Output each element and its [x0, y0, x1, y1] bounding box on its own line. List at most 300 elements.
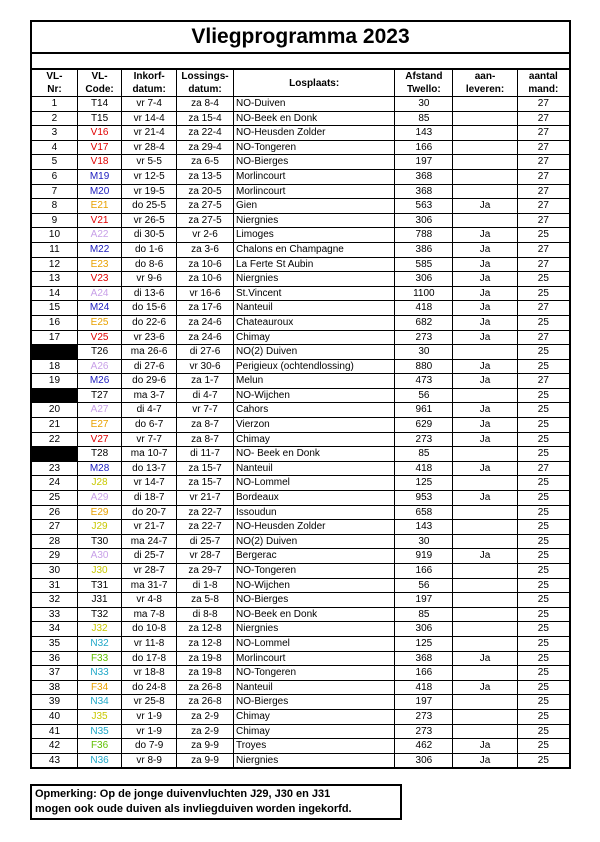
row-baskets: 25 [517, 709, 570, 724]
row-losplaats: Morlincourt [234, 184, 395, 199]
row-code: J30 [77, 564, 121, 579]
table-row [31, 651, 570, 666]
row-aanleveren: Ja [453, 315, 517, 330]
table-row [31, 593, 570, 608]
row-baskets: 27 [517, 155, 570, 170]
row-inkorf-date: di 27-6 [122, 359, 177, 374]
row-aanleveren: Ja [453, 228, 517, 243]
row-lossing-date: vr 28-7 [177, 549, 234, 564]
table-row [31, 169, 570, 184]
row-inkorf-date: di 18-7 [122, 491, 177, 506]
row-code: V27 [77, 432, 121, 447]
row-aanleveren [453, 97, 517, 112]
row-baskets: 25 [517, 753, 570, 768]
row-code: V21 [77, 213, 121, 228]
row-aanleveren: Ja [453, 242, 517, 257]
row-lossing-date: za 29-7 [177, 564, 234, 579]
row-inkorf-date: do 10-8 [122, 622, 177, 637]
row-baskets: 25 [517, 345, 570, 360]
row-code: V17 [77, 140, 121, 155]
row-baskets: 27 [517, 126, 570, 141]
row-lossing-date: za 19-8 [177, 666, 234, 681]
row-losplaats: Chimay [234, 709, 395, 724]
row-aanleveren [453, 505, 517, 520]
row-lossing-date: za 5-8 [177, 593, 234, 608]
row-baskets: 25 [517, 622, 570, 637]
row-distance: 473 [395, 374, 453, 389]
table-row [31, 520, 570, 535]
header-afstand: Afstand [395, 69, 453, 83]
row-aanleveren: Ja [453, 301, 517, 316]
row-inkorf-date: vr 1-9 [122, 724, 177, 739]
row-inkorf-date: ma 31-7 [122, 578, 177, 593]
row-inkorf-date: do 29-6 [122, 374, 177, 389]
row-baskets: 25 [517, 447, 570, 462]
row-inkorf-date: do 15-6 [122, 301, 177, 316]
row-nr: 9 [31, 213, 77, 228]
row-code: J35 [77, 709, 121, 724]
row-distance: 30 [395, 534, 453, 549]
row-baskets: 25 [517, 651, 570, 666]
row-distance: 273 [395, 709, 453, 724]
row-losplaats: Niergnies [234, 622, 395, 637]
row-distance: 368 [395, 169, 453, 184]
row-nr: 30 [31, 564, 77, 579]
table-row [31, 213, 570, 228]
row-nr: 16 [31, 315, 77, 330]
row-losplaats: NO-Heusden Zolder [234, 520, 395, 535]
header-lossings: Lossings- [177, 69, 234, 83]
row-losplaats: Chimay [234, 432, 395, 447]
row-losplaats: Morlincourt [234, 169, 395, 184]
row-baskets: 25 [517, 228, 570, 243]
row-inkorf-date: vr 18-8 [122, 666, 177, 681]
row-nr: 15 [31, 301, 77, 316]
row-code: J31 [77, 593, 121, 608]
table-row [31, 695, 570, 710]
row-lossing-date: di 25-7 [177, 534, 234, 549]
row-losplaats: Bordeaux [234, 491, 395, 506]
row-baskets: 27 [517, 257, 570, 272]
row-losplaats: Gien [234, 199, 395, 214]
row-losplaats: Cahors [234, 403, 395, 418]
row-code: E25 [77, 315, 121, 330]
row-aanleveren: Ja [453, 491, 517, 506]
row-lossing-date: za 22-7 [177, 520, 234, 535]
row-lossing-date: za 15-7 [177, 461, 234, 476]
row-inkorf-date: di 30-5 [122, 228, 177, 243]
row-code: A22 [77, 228, 121, 243]
row-code: N34 [77, 695, 121, 710]
row-inkorf-date: vr 28-7 [122, 564, 177, 579]
row-distance: 197 [395, 593, 453, 608]
row-nr: 6 [31, 169, 77, 184]
row-lossing-date: vr 7-7 [177, 403, 234, 418]
title-spacer [30, 52, 571, 68]
row-baskets: 25 [517, 403, 570, 418]
row-code: V23 [77, 272, 121, 287]
row-lossing-date: vr 21-7 [177, 491, 234, 506]
table-row [31, 549, 570, 564]
header-afstand-sub: Twello: [395, 83, 453, 97]
row-losplaats: Bergerac [234, 549, 395, 564]
row-losplaats: NO(2) Duiven [234, 534, 395, 549]
header-inkorf: Inkorf- [122, 69, 177, 83]
row-inkorf-date: vr 23-6 [122, 330, 177, 345]
row-nr: 32 [31, 593, 77, 608]
row-baskets: 27 [517, 140, 570, 155]
row-code: V16 [77, 126, 121, 141]
table-row [31, 330, 570, 345]
row-lossing-date: za 17-6 [177, 301, 234, 316]
table-row [31, 272, 570, 287]
row-baskets: 25 [517, 520, 570, 535]
row-aanleveren [453, 534, 517, 549]
row-losplaats: Niergnies [234, 272, 395, 287]
row-code: N32 [77, 636, 121, 651]
table-row [31, 111, 570, 126]
row-nr [31, 388, 77, 403]
row-nr: 22 [31, 432, 77, 447]
row-aanleveren: Ja [453, 330, 517, 345]
row-distance: 682 [395, 315, 453, 330]
table-row [31, 359, 570, 374]
row-distance: 961 [395, 403, 453, 418]
row-losplaats: Nanteuil [234, 301, 395, 316]
remark-note [30, 784, 402, 820]
row-nr: 2 [31, 111, 77, 126]
table-row [31, 199, 570, 214]
remark-line-2: mogen ook oude duiven als invliegduiven worden ingekorfd. [35, 803, 352, 815]
row-code: V18 [77, 155, 121, 170]
row-lossing-date: za 29-4 [177, 140, 234, 155]
row-losplaats: NO-Wijchen [234, 578, 395, 593]
row-baskets: 25 [517, 286, 570, 301]
row-lossing-date: za 12-8 [177, 622, 234, 637]
row-code: M20 [77, 184, 121, 199]
row-distance: 418 [395, 301, 453, 316]
row-code: J29 [77, 520, 121, 535]
row-baskets: 25 [517, 418, 570, 433]
row-lossing-date: di 8-8 [177, 607, 234, 622]
row-aanleveren [453, 709, 517, 724]
row-inkorf-date: do 25-5 [122, 199, 177, 214]
row-distance: 919 [395, 549, 453, 564]
row-aanleveren: Ja [453, 359, 517, 374]
row-lossing-date: vr 30-6 [177, 359, 234, 374]
row-aanleveren: Ja [453, 461, 517, 476]
row-lossing-date: za 10-6 [177, 257, 234, 272]
row-inkorf-date: do 7-9 [122, 739, 177, 754]
row-nr: 24 [31, 476, 77, 491]
row-aanleveren: Ja [453, 549, 517, 564]
row-aanleveren: Ja [453, 199, 517, 214]
row-baskets: 27 [517, 330, 570, 345]
row-aanleveren [453, 169, 517, 184]
table-row [31, 432, 570, 447]
remark-line-1: Opmerking: Op de jonge duivenvluchten J29, J30 en J31 [35, 788, 331, 800]
row-losplaats: NO-Lommel [234, 476, 395, 491]
row-distance: 563 [395, 199, 453, 214]
row-distance: 197 [395, 155, 453, 170]
row-inkorf-date: vr 12-5 [122, 169, 177, 184]
row-aanleveren [453, 578, 517, 593]
table-row [31, 242, 570, 257]
row-distance: 462 [395, 739, 453, 754]
row-distance: 85 [395, 111, 453, 126]
table-row [31, 578, 570, 593]
row-losplaats: St.Vincent [234, 286, 395, 301]
row-inkorf-date: vr 8-9 [122, 753, 177, 768]
row-code: T28 [77, 447, 121, 462]
row-nr: 3 [31, 126, 77, 141]
row-baskets: 25 [517, 739, 570, 754]
row-nr: 36 [31, 651, 77, 666]
row-nr: 33 [31, 607, 77, 622]
row-losplaats: Chimay [234, 724, 395, 739]
row-distance: 85 [395, 607, 453, 622]
row-code: M19 [77, 169, 121, 184]
row-lossing-date: za 15-4 [177, 111, 234, 126]
row-nr: 27 [31, 520, 77, 535]
row-inkorf-date: ma 7-8 [122, 607, 177, 622]
row-baskets: 25 [517, 593, 570, 608]
row-inkorf-date: vr 7-4 [122, 97, 177, 112]
row-losplaats: NO-Wijchen [234, 388, 395, 403]
row-lossing-date: za 9-9 [177, 739, 234, 754]
header-losplaats: Losplaats: [234, 69, 395, 97]
row-nr: 23 [31, 461, 77, 476]
row-inkorf-date: ma 24-7 [122, 534, 177, 549]
row-baskets: 27 [517, 374, 570, 389]
table-row [31, 315, 570, 330]
header-vl-code-sub: Code: [77, 83, 121, 97]
row-aanleveren [453, 140, 517, 155]
row-nr: 34 [31, 622, 77, 637]
row-distance: 273 [395, 330, 453, 345]
row-code: T14 [77, 97, 121, 112]
table-row [31, 140, 570, 155]
row-lossing-date: za 24-6 [177, 315, 234, 330]
row-inkorf-date: vr 21-7 [122, 520, 177, 535]
row-aanleveren: Ja [453, 418, 517, 433]
table-row [31, 447, 570, 462]
row-baskets: 25 [517, 636, 570, 651]
row-baskets: 25 [517, 432, 570, 447]
row-lossing-date: za 8-7 [177, 432, 234, 447]
table-row [31, 418, 570, 433]
table-row [31, 753, 570, 768]
row-nr: 21 [31, 418, 77, 433]
row-nr: 28 [31, 534, 77, 549]
row-inkorf-date: vr 26-5 [122, 213, 177, 228]
row-nr: 31 [31, 578, 77, 593]
row-inkorf-date: vr 21-4 [122, 126, 177, 141]
row-nr: 11 [31, 242, 77, 257]
row-aanleveren: Ja [453, 403, 517, 418]
row-code: N35 [77, 724, 121, 739]
row-aanleveren: Ja [453, 374, 517, 389]
row-aanleveren: Ja [453, 680, 517, 695]
row-baskets: 25 [517, 549, 570, 564]
row-code: A30 [77, 549, 121, 564]
row-lossing-date: za 2-9 [177, 724, 234, 739]
row-aanleveren [453, 636, 517, 651]
row-nr: 12 [31, 257, 77, 272]
row-inkorf-date: do 22-6 [122, 315, 177, 330]
row-distance: 788 [395, 228, 453, 243]
row-inkorf-date: ma 10-7 [122, 447, 177, 462]
header-vl-nr: VL- [31, 69, 77, 83]
row-losplaats: NO-Beek en Donk [234, 607, 395, 622]
row-code: V25 [77, 330, 121, 345]
table-row [31, 184, 570, 199]
row-baskets: 27 [517, 184, 570, 199]
row-distance: 125 [395, 636, 453, 651]
row-aanleveren: Ja [453, 753, 517, 768]
row-lossing-date: za 20-5 [177, 184, 234, 199]
row-nr: 25 [31, 491, 77, 506]
row-baskets: 25 [517, 607, 570, 622]
row-losplaats: Morlincourt [234, 651, 395, 666]
row-baskets: 27 [517, 301, 570, 316]
schedule-table [30, 68, 571, 769]
row-code: T27 [77, 388, 121, 403]
row-nr: 14 [31, 286, 77, 301]
header-lossings-sub: datum: [177, 83, 234, 97]
row-lossing-date: vr 2-6 [177, 228, 234, 243]
row-aanleveren [453, 111, 517, 126]
row-nr: 41 [31, 724, 77, 739]
row-distance: 125 [395, 476, 453, 491]
row-losplaats: NO-Lommel [234, 636, 395, 651]
row-code: M28 [77, 461, 121, 476]
row-aanleveren [453, 622, 517, 637]
row-inkorf-date: ma 3-7 [122, 388, 177, 403]
table-row [31, 476, 570, 491]
row-code: T32 [77, 607, 121, 622]
row-baskets: 25 [517, 272, 570, 287]
row-code: A24 [77, 286, 121, 301]
row-code: M26 [77, 374, 121, 389]
row-inkorf-date: vr 4-8 [122, 593, 177, 608]
row-lossing-date: za 2-9 [177, 709, 234, 724]
row-inkorf-date: vr 1-9 [122, 709, 177, 724]
row-code: A27 [77, 403, 121, 418]
row-lossing-date: za 27-5 [177, 213, 234, 228]
row-nr: 39 [31, 695, 77, 710]
row-code: A26 [77, 359, 121, 374]
row-distance: 880 [395, 359, 453, 374]
table-row [31, 709, 570, 724]
row-inkorf-date: vr 9-6 [122, 272, 177, 287]
row-distance: 418 [395, 680, 453, 695]
row-lossing-date: za 10-6 [177, 272, 234, 287]
row-distance: 197 [395, 695, 453, 710]
table-row [31, 564, 570, 579]
row-nr: 17 [31, 330, 77, 345]
row-nr: 19 [31, 374, 77, 389]
table-row [31, 534, 570, 549]
row-code: F36 [77, 739, 121, 754]
header-aantal-sub: mand: [517, 83, 570, 97]
row-losplaats: Issoudun [234, 505, 395, 520]
page-title: Vliegprogramma 2023 [30, 20, 571, 52]
row-lossing-date: za 13-5 [177, 169, 234, 184]
row-inkorf-date: vr 5-5 [122, 155, 177, 170]
table-row [31, 680, 570, 695]
row-distance: 368 [395, 184, 453, 199]
row-inkorf-date: vr 11-8 [122, 636, 177, 651]
row-aanleveren: Ja [453, 272, 517, 287]
row-nr: 20 [31, 403, 77, 418]
row-losplaats: NO-Bierges [234, 155, 395, 170]
row-aanleveren: Ja [453, 739, 517, 754]
row-inkorf-date: di 4-7 [122, 403, 177, 418]
row-aanleveren [453, 695, 517, 710]
row-distance: 1100 [395, 286, 453, 301]
row-nr: 37 [31, 666, 77, 681]
row-baskets: 25 [517, 505, 570, 520]
row-lossing-date: za 1-7 [177, 374, 234, 389]
row-inkorf-date: di 13-6 [122, 286, 177, 301]
row-baskets: 25 [517, 491, 570, 506]
row-distance: 143 [395, 520, 453, 535]
row-aanleveren [453, 593, 517, 608]
header-aantal: aantal [517, 69, 570, 83]
header-vl-nr-sub: Nr: [31, 83, 77, 97]
row-inkorf-date: vr 25-8 [122, 695, 177, 710]
row-distance: 306 [395, 272, 453, 287]
row-inkorf-date: ma 26-6 [122, 345, 177, 360]
row-nr: 8 [31, 199, 77, 214]
row-aanleveren [453, 126, 517, 141]
row-losplaats: Nanteuil [234, 680, 395, 695]
table-row [31, 666, 570, 681]
row-nr: 35 [31, 636, 77, 651]
row-distance: 56 [395, 388, 453, 403]
row-lossing-date: za 15-7 [177, 476, 234, 491]
row-code: T31 [77, 578, 121, 593]
row-distance: 306 [395, 753, 453, 768]
row-losplaats: Perigieux (ochtendlossing) [234, 359, 395, 374]
row-distance: 273 [395, 432, 453, 447]
row-aanleveren [453, 184, 517, 199]
row-inkorf-date: do 13-7 [122, 461, 177, 476]
row-nr: 42 [31, 739, 77, 754]
row-code: E27 [77, 418, 121, 433]
flight-schedule-sheet [30, 20, 571, 769]
row-losplaats: NO-Bierges [234, 593, 395, 608]
table-row [31, 126, 570, 141]
row-inkorf-date: do 17-8 [122, 651, 177, 666]
row-lossing-date: di 27-6 [177, 345, 234, 360]
row-lossing-date: za 6-5 [177, 155, 234, 170]
row-inkorf-date: do 20-7 [122, 505, 177, 520]
row-nr: 18 [31, 359, 77, 374]
row-lossing-date: za 8-7 [177, 418, 234, 433]
row-nr: 13 [31, 272, 77, 287]
table-row [31, 345, 570, 360]
row-baskets: 25 [517, 315, 570, 330]
row-baskets: 25 [517, 359, 570, 374]
row-losplaats: NO(2) Duiven [234, 345, 395, 360]
row-losplaats: NO-Heusden Zolder [234, 126, 395, 141]
row-baskets: 25 [517, 680, 570, 695]
row-inkorf-date: vr 28-4 [122, 140, 177, 155]
row-losplaats: NO-Bierges [234, 695, 395, 710]
table-row [31, 491, 570, 506]
